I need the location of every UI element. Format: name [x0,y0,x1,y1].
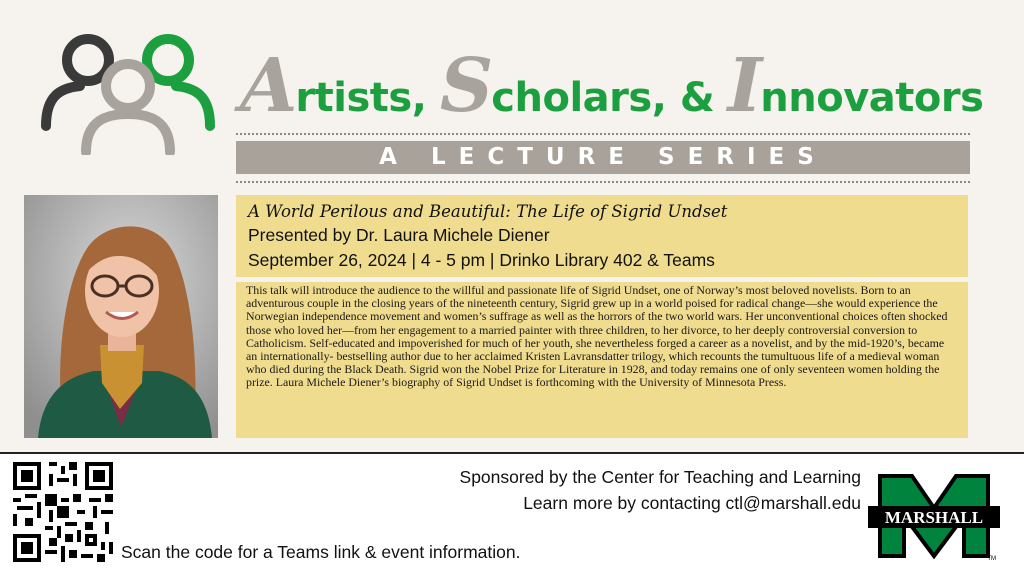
date-time-location: September 26, 2024 | 4 - 5 pm | Drinko Library 402 & Teams [248,250,715,270]
title-cap-i: I [727,43,761,129]
sponsor-line: Sponsored by the Center for Teaching and Learning [459,467,861,487]
marshall-wordmark: MARSHALL [884,508,984,527]
title-rest-a: rtists, [295,75,440,121]
presenter-line: Presented by Dr. Laura Michele Diener [248,225,550,245]
dotted-rule-bottom [236,181,970,183]
description-panel [236,282,968,438]
poster-footer [0,454,1024,576]
talk-description: This talk will introduce the audience to the willful and passionate life of Sigrid Undset, one of Norway’s most beloved novelists. Born to an adventurous couple in the closing years of the nineteenth century, Sigrid grew up in a world poised for radical change—she would experience the Norwegian independence movement and women’s suffrage as well as the horrors of the two world wars. Her unconventional choices often shocked those who loved her—from her engagement to a married painter with three children, to her divorce, to her deeply controversial conversion to Catholicism. Self-educated and impoverished for much of her youth, she nevertheless forged a career as a novelist, and by the mid-1920’s, became an internationally- bestselling author due to her acclaimed Kristen Lavransdatter trilogy, which recounts the tumultuous life of a medieval woman who died during the Black Death. Sigrid won the Nobel Prize for Literature in 1928, and today remains one of only seventeen women holding the prize. Laura Michele Diener’s biography of Sigrid Undset is forthcoming with the University of Minnesota Press. [246,283,948,390]
speaker-photo [24,195,218,438]
people-group-icon [38,30,218,155]
marshall-logo [866,472,1002,562]
dotted-rule-top [236,133,970,135]
title-rest-i: nnovators [760,75,984,121]
title-rest-s: cholars, & [491,75,728,121]
qr-code-icon[interactable] [13,462,113,562]
sponsor-block [460,464,861,516]
trademark-mark: TM [987,556,996,562]
title-cap-s: S [439,43,492,129]
lecture-series-banner: A LECTURE SERIES [236,141,970,174]
event-heading-panel [236,195,968,277]
contact-line: Learn more by contacting ctl@marshall.edu [523,493,861,513]
series-title [240,43,984,129]
talk-title: A World Perilous and Beautiful: The Life of Sigrid Undset [248,202,728,221]
title-cap-a: A [240,43,296,129]
scan-instruction: Scan the code for a Teams link & event information. [121,542,521,562]
